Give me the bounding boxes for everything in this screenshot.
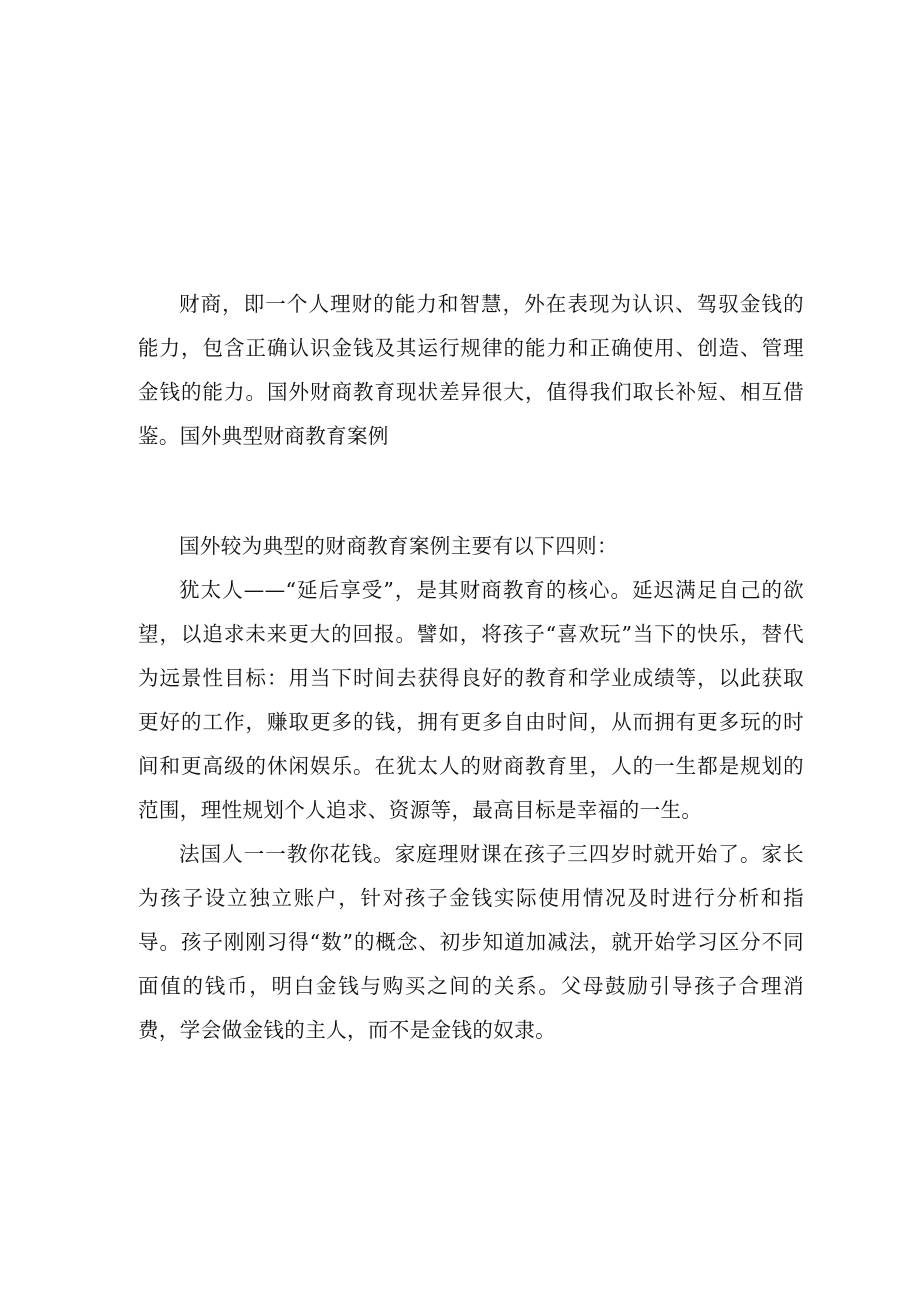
french-case-paragraph: 法国人一一教你花钱。家庭理财课在孩子三四岁时就开始了。家长为孩子设立独立账户，针对孩子金钱实际使用情况及时进行分析和指导。孩子刚刚习得“数”的概念、初步知道加减法，就开始学习区分不同面值的钱币，明白金钱与购买之间的关系。父母鼓励引导孩子合理消费，学会做金钱的主人，而不是金钱的奴隶。: [138, 842, 804, 1042]
intro-section: [138, 282, 804, 458]
lead-paragraph: 国外较为典型的财商教育案例主要有以下四则：: [179, 534, 618, 558]
jewish-case-paragraph: 犹太人——“延后享受”，是其财商教育的核心。延迟满足自己的欲望，以追求未来更大的回报。譬如，将孩子“喜欢玩”当下的快乐，替代为远景性目标：用当下时间去获得良好的教育和学业成绩等，以此获取更好的工作，赚取更多的钱，拥有更多自由时间，从而拥有更多玩的时间和更高级的休闲娱乐。在犹太人的财商教育里，人的一生都是规划的范围，理性规划个人追求、资源等，最高目标是幸福的一生。: [138, 578, 804, 822]
cases-section: [138, 524, 804, 1052]
intro-paragraph: 财商，即一个人理财的能力和智慧，外在表现为认识、驾驭金钱的能力，包含正确认识金钱及其运行规律的能力和正确使用、创造、管理金钱的能力。国外财商教育现状差异很大，值得我们取长补短、相互借鉴。国外典型财商教育案例: [138, 292, 804, 448]
